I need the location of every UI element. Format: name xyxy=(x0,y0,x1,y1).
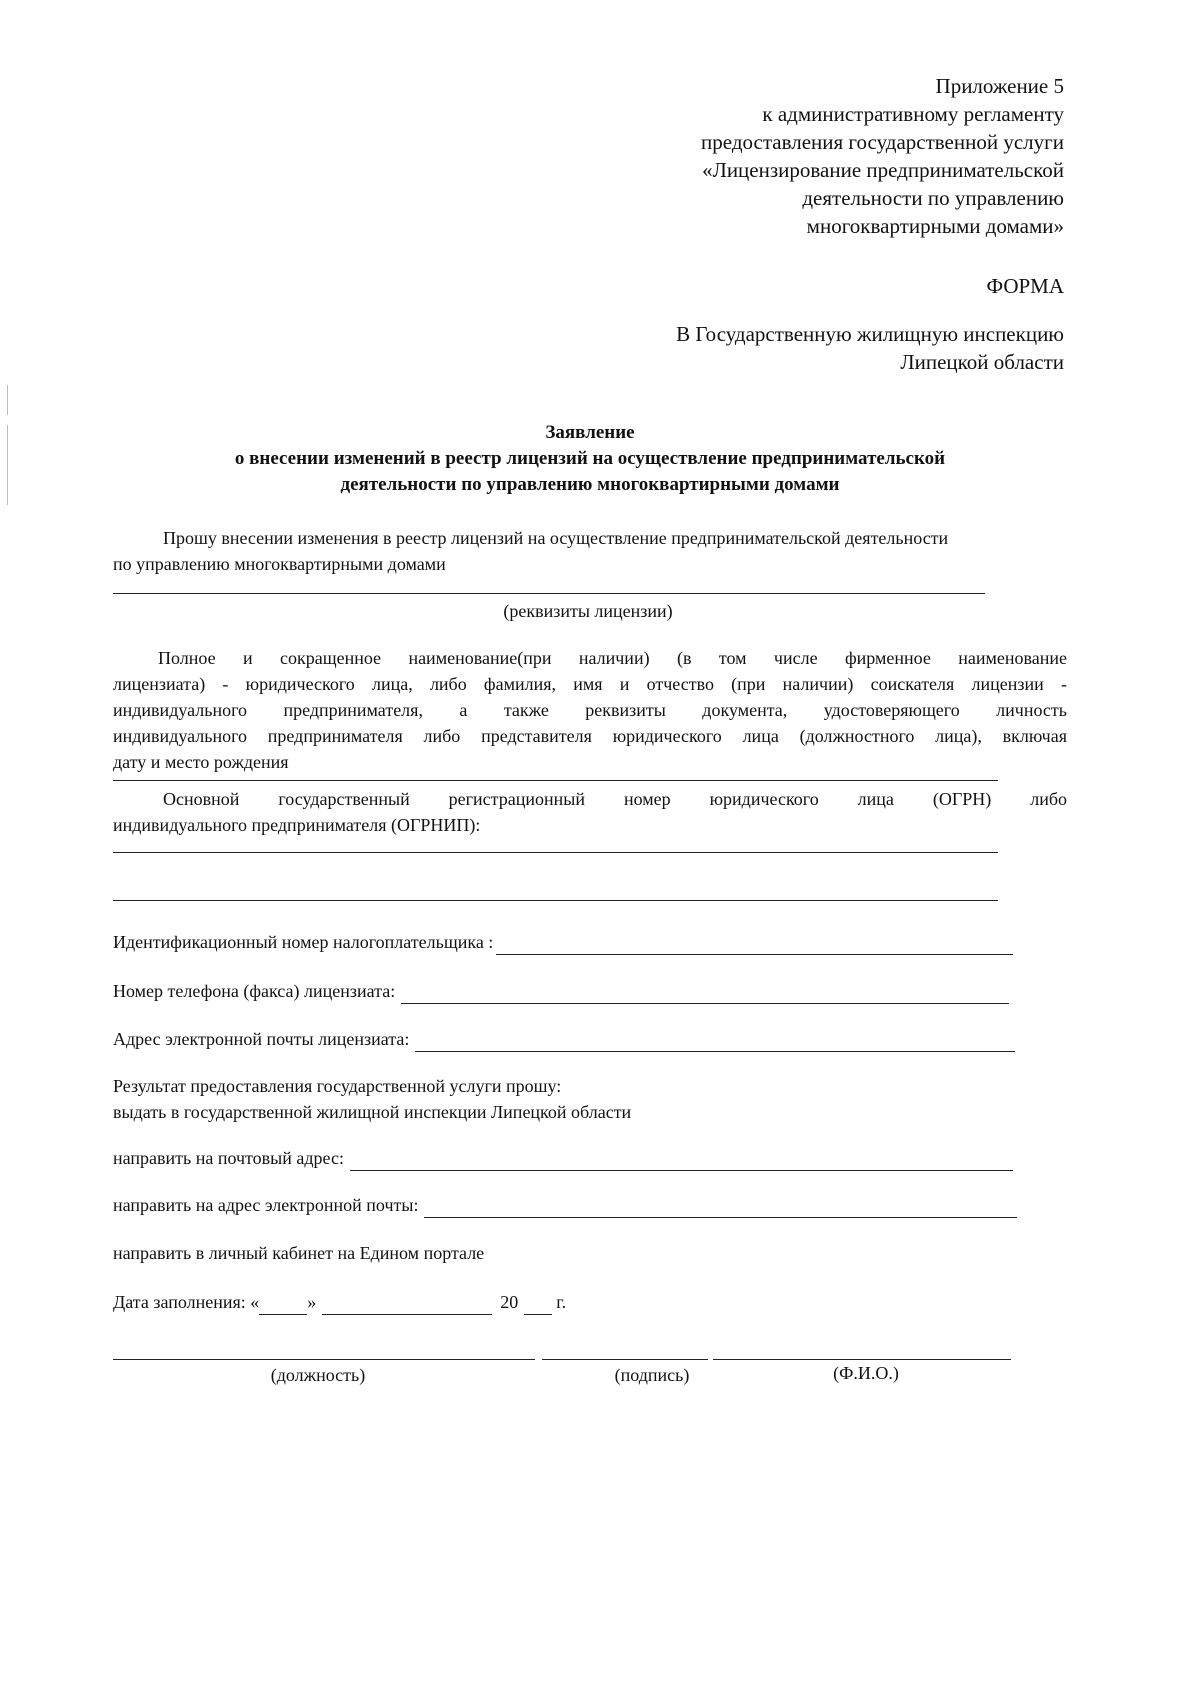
header-line: многоквартирными домами» xyxy=(806,214,1064,238)
date-row xyxy=(113,1289,713,1315)
inn-row xyxy=(113,929,1013,955)
addressee xyxy=(544,320,1064,376)
document-title xyxy=(130,420,1050,498)
date-year-suffix: г. xyxy=(556,1292,567,1312)
phone-label: Номер телефона (факса) лицензиата: xyxy=(113,981,396,1001)
inn-label: Идентификационный номер налогоплательщика : xyxy=(113,932,494,952)
ogrn-line: Основной государственный регистрационный номер юридического лица (ОГРН) либо xyxy=(163,789,1067,809)
header-line: предоставления государственной услуги xyxy=(701,130,1064,154)
date-year-prefix: 20 xyxy=(500,1292,519,1312)
signature-field[interactable] xyxy=(542,1359,708,1360)
addressee-line: Липецкой области xyxy=(900,350,1064,374)
header-line: «Лицензирование предпринимательской xyxy=(702,158,1064,182)
title-line: о внесении изменений в реестр лицензий на осуществление предпринимательской xyxy=(234,448,946,469)
email-input[interactable] xyxy=(415,1031,1015,1052)
name-line: дату и место рождения xyxy=(113,752,289,772)
scan-mark xyxy=(7,385,8,415)
request-line: Прошу внесении изменения в реестр лицензий на осуществление предпринимательской деятельности xyxy=(163,528,949,548)
date-close-quote: » xyxy=(307,1292,317,1312)
full-name-caption: (Ф.И.О.) xyxy=(833,1363,899,1383)
appendix-header xyxy=(544,72,1064,240)
result-option-portal[interactable]: направить в личный кабинет на Едином портале xyxy=(113,1243,485,1263)
email-label: Адрес электронной почты лицензиата: xyxy=(113,1029,410,1049)
position-caption: (должность) xyxy=(270,1365,366,1385)
email-row xyxy=(113,1026,1015,1052)
title-line: Заявление xyxy=(545,422,635,443)
ogrn-field-extra[interactable] xyxy=(113,900,998,901)
title-line: деятельности по управлению многоквартирными домами xyxy=(340,474,840,495)
name-line: индивидуального предпринимателя, а также реквизиты документа, удостоверяющего личность xyxy=(113,700,1067,720)
result-email-input[interactable] xyxy=(424,1197,1017,1218)
request-paragraph xyxy=(113,525,1067,577)
header-line: деятельности по управлению xyxy=(802,186,1064,210)
request-line: по управлению многоквартирными домами xyxy=(113,554,446,574)
ogrn-line: индивидуального предпринимателя (ОГРНИП): xyxy=(113,815,481,835)
date-label: Дата заполнения: « xyxy=(113,1292,260,1312)
inn-input[interactable] xyxy=(496,934,1013,955)
result-email-label[interactable]: направить на адрес электронной почты: xyxy=(113,1195,419,1215)
result-option-inspection[interactable]: выдать в государственной жилищной инспекции Липецкой области xyxy=(113,1102,632,1122)
post-address-input[interactable] xyxy=(350,1150,1013,1171)
license-details-field[interactable] xyxy=(113,593,985,594)
name-line: индивидуального предпринимателя либо представителя юридического лица (должностного лица), включая xyxy=(113,726,1067,746)
position-field[interactable] xyxy=(113,1359,535,1360)
ogrn-field[interactable] xyxy=(113,852,998,853)
result-intro: Результат предоставления государственной услуги прошу: xyxy=(113,1076,562,1096)
post-address-row xyxy=(113,1145,1013,1171)
post-address-label[interactable]: направить на почтовый адрес: xyxy=(113,1148,344,1168)
addressee-line: В Государственную жилищную инспекцию xyxy=(676,322,1064,346)
name-line: лицензиата) - юридического лица, либо фамилия, имя и отчество (при наличии) соискателя лицензии - xyxy=(113,674,1067,694)
form-label: ФОРМА xyxy=(986,274,1064,298)
phone-input[interactable] xyxy=(401,983,1009,1004)
ogrn-paragraph xyxy=(113,786,1067,838)
date-year-input[interactable] xyxy=(524,1294,552,1315)
scan-mark xyxy=(7,425,8,505)
signature-caption: (подпись) xyxy=(614,1365,690,1385)
date-day-input[interactable] xyxy=(259,1294,307,1315)
result-section xyxy=(113,1073,1013,1125)
name-field[interactable] xyxy=(113,780,998,781)
name-line: Полное и сокращенное наименование(при наличии) (в том числе фирменное наименование xyxy=(158,648,1067,668)
date-month-input[interactable] xyxy=(322,1294,492,1315)
header-line: к административному регламенту xyxy=(762,102,1064,126)
license-details-caption: (реквизиты лицензии) xyxy=(503,601,673,621)
header-line: Приложение 5 xyxy=(935,74,1064,98)
result-email-row xyxy=(113,1192,1017,1218)
name-paragraph xyxy=(113,645,1067,775)
phone-row xyxy=(113,978,1009,1004)
